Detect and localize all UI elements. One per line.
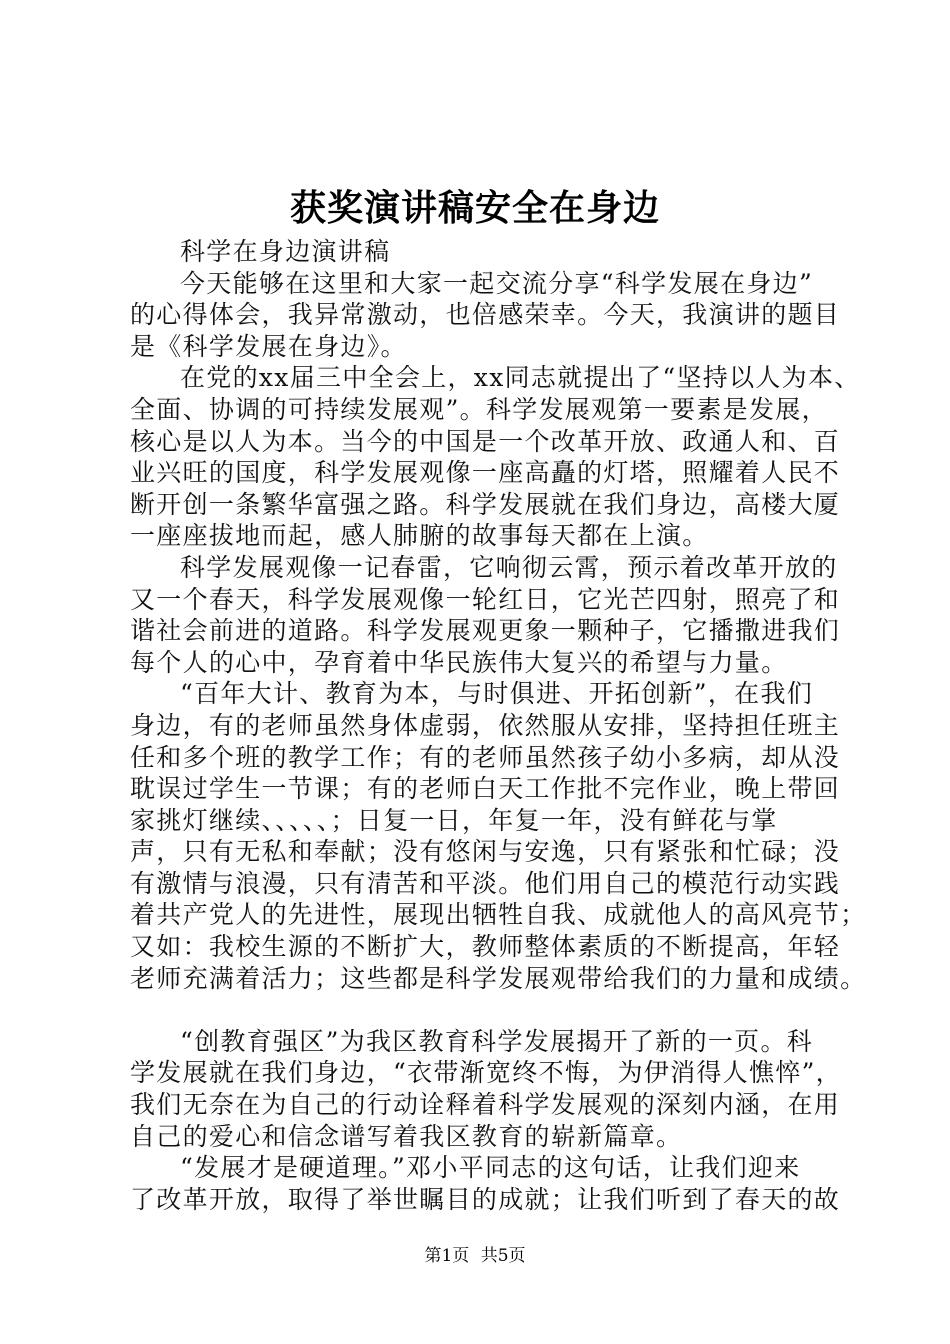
text-line: 科学发展观像一记春雷，它响彻云霄，预示着改革开放的	[180, 552, 838, 582]
text-line: 声，只有无私和奉献；没有悠闲与安逸，只有紧张和忙碌；没	[130, 837, 841, 867]
text-line: 我们无奈在为自己的行动诠释着科学发展观的深刻内涵，在用	[130, 1090, 841, 1120]
text-line: 了改革开放，取得了举世瞩目的成就；让我们听到了春天的故	[130, 1184, 841, 1214]
text-line: 有激情与浪漫，只有清苦和平淡。他们用自己的模范行动实践	[130, 868, 841, 898]
text-line: 今天能够在这里和大家一起交流分享“科学发展在身边”	[180, 268, 814, 298]
text-line: 自己的爱心和信念谱写着我区教育的崭新篇章。	[130, 1121, 683, 1151]
paragraph-gap	[130, 994, 830, 1026]
text-line: 又如：我校生源的不断扩大，教师整体素质的不断提高，年轻	[130, 932, 841, 962]
text-line: “发展才是硬道理。”邓小平同志的这句话，让我们迎来	[180, 1153, 801, 1183]
text-line: 业兴旺的国度，科学发展观像一座高矗的灯塔，照耀着人民不	[130, 458, 841, 488]
text-line: 的心得体会，我异常激动，也倍感荣幸。今天，我演讲的题目	[130, 300, 841, 330]
document-body	[130, 236, 867, 1215]
text-line: 耽误过学生一节课；有的老师白天工作批不完作业，晚上带回	[130, 774, 841, 804]
text-line: 谐社会前进的道路。科学发展观更象一颗种子，它播撒进我们	[130, 616, 841, 646]
text-line: 每个人的心中，孕育着中华民族伟大复兴的希望与力量。	[130, 647, 788, 677]
text-line: 科学在身边演讲稿	[180, 237, 391, 266]
text-line: 全面、协调的可持续发展观”。科学发展观第一要素是发展，	[130, 394, 828, 424]
text-line: 是《科学发展在身边》。	[130, 331, 407, 361]
text-line: 老师充满着活力；这些都是科学发展观带给我们的力量和成绩。	[130, 963, 867, 993]
page-number: 第1页	[424, 1246, 470, 1266]
page-footer	[0, 1244, 950, 1268]
text-line: 一座座拔地而起，感人肺腑的故事每天都在上演。	[130, 521, 709, 551]
text-line: 学发展就在我们身边，“衣带渐宽终不悔，为伊消得人憔悴”，	[130, 1058, 842, 1088]
document-title: 获奖演讲稿安全在身边	[289, 187, 660, 229]
text-line: 身边，有的老师虽然身体虚弱，依然服从安排，坚持担任班主	[130, 710, 841, 740]
text-line: 核心是以人为本。当今的中国是一个改革开放、政通人和、百	[130, 426, 841, 456]
text-line: 任和多个班的教学工作；有的老师虽然孩子幼小多病，却从没	[130, 742, 841, 772]
text-line: 断开创一条繁华富强之路。科学发展就在我们身边，高楼大厦	[130, 489, 841, 519]
text-line: 在党的xx届三中全会上，xx同志就提出了“坚持以人为本、	[180, 363, 861, 393]
text-line: “百年大计、教育为本，与时俱进、开拓创新”，在我们	[180, 679, 814, 709]
page-total: 共5页	[480, 1246, 526, 1266]
text-line: 着共产党人的先进性，展现出牺牲自我、成就他人的高风亮节；	[130, 900, 867, 930]
text-line: 家挑灯继续、、、、、；日复一日，年复一年，没有鲜花与掌	[130, 805, 778, 835]
text-line: “创教育强区”为我区教育科学发展揭开了新的一页。科	[180, 1026, 814, 1056]
text-line: 又一个春天，科学发展观像一轮红日，它光芒四射，照亮了和	[130, 584, 841, 614]
